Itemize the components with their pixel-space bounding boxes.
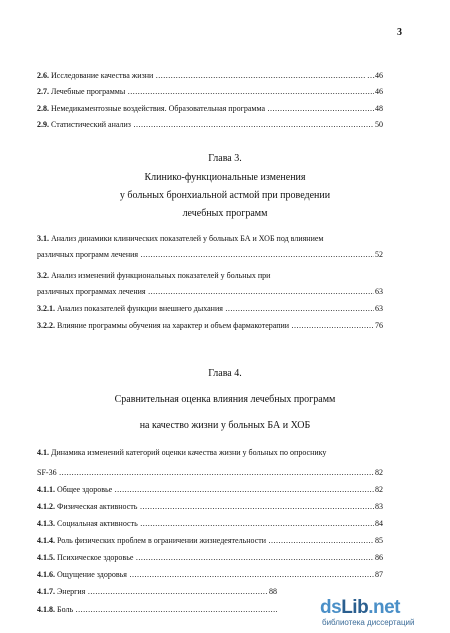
- toc-entry[interactable]: [37, 468, 383, 478]
- entry-text: Немедикаментозные воздействия. Образовательная программа: [49, 104, 266, 113]
- entry-text: Анализ показателей функции внешнего дыхания: [55, 304, 223, 313]
- entry-page: 63: [375, 287, 383, 296]
- toc-entry[interactable]: [37, 234, 383, 244]
- toc-entry[interactable]: [37, 519, 383, 529]
- toc-entry[interactable]: [37, 104, 383, 114]
- entry-number: 3.1.: [37, 234, 49, 243]
- chapter-title-line: у больных бронхиальной астмой при проведении: [119, 190, 331, 201]
- entry-text: Общее здоровье: [55, 485, 113, 494]
- entry-number: 4.1.8.: [37, 605, 55, 614]
- toc-entry[interactable]: [37, 570, 383, 580]
- entry-number: 4.1.: [37, 448, 49, 457]
- entry-number: 2.7.: [37, 87, 49, 96]
- toc-entry[interactable]: [37, 271, 383, 281]
- entry-page: 63: [375, 304, 383, 313]
- toc-entry[interactable]: [37, 536, 383, 546]
- toc-entry[interactable]: [37, 250, 383, 260]
- entry-text: Боль: [55, 605, 74, 614]
- entry-page: 52: [375, 250, 383, 259]
- chapter-label: Глава 3.: [208, 153, 242, 164]
- entry-number: 4.1.7.: [37, 587, 55, 596]
- chapter-title-line: лечебных программ: [182, 208, 268, 219]
- entry-text: Лечебные программы: [49, 87, 126, 96]
- entry-number: 4.1.1.: [37, 485, 55, 494]
- entry-number: 4.1.6.: [37, 570, 55, 579]
- watermark-subtitle: библиотека диссертаций: [322, 618, 415, 627]
- entry-text: Ощущение здоровья: [55, 570, 127, 579]
- entry-text: Социальная активность: [55, 519, 138, 528]
- chapter-title-line: Клинико-функциональные изменения: [144, 172, 306, 183]
- toc-entry[interactable]: [37, 448, 383, 458]
- entry-number: 3.2.2.: [37, 321, 55, 330]
- watermark-brand: dsLib.net: [320, 597, 400, 618]
- chapter-label: Глава 4.: [208, 368, 242, 379]
- entry-text: Энергия: [55, 587, 86, 596]
- entry-page: 83: [375, 502, 383, 511]
- entry-text: Анализ изменений функциональных показателей у больных при: [49, 271, 271, 280]
- watermark-logo[interactable]: [320, 597, 445, 631]
- entry-page: 50: [375, 120, 383, 129]
- entry-page: 85: [375, 536, 383, 545]
- entry-page: 46: [375, 87, 383, 96]
- entry-text: различных программ лечения: [37, 250, 139, 259]
- entry-page: 82: [375, 485, 383, 494]
- chapter-title-line: на качество жизни у больных БА и ХОБ: [139, 420, 311, 431]
- toc-entry[interactable]: [37, 502, 383, 512]
- entry-page: 87: [375, 570, 383, 579]
- entry-number: 2.6.: [37, 71, 49, 80]
- entry-number: 2.9.: [37, 120, 49, 129]
- entry-page: 76: [375, 321, 383, 330]
- page-number: 3: [397, 27, 402, 38]
- entry-text: Психическое здоровье: [55, 553, 134, 562]
- toc-entry[interactable]: [37, 587, 277, 597]
- entry-number: 3.2.: [37, 271, 49, 280]
- entry-text: Анализ динамики клинических показателей у больных БА и ХОБ под влиянием: [49, 234, 324, 243]
- entry-text: Динамика изменений категорий оценки качества жизни у больных по опроснику: [49, 448, 327, 457]
- entry-number: 3.2.1.: [37, 304, 55, 313]
- entry-text: SF-36: [37, 468, 57, 477]
- chapter-title-line: Сравнительная оценка влияния лечебных программ: [114, 394, 336, 405]
- toc-entry[interactable]: [37, 321, 383, 331]
- entry-text: Физическая активность: [55, 502, 138, 511]
- entry-text: Статистический анализ: [49, 120, 131, 129]
- entry-page: 84: [375, 519, 383, 528]
- toc-entry[interactable]: [37, 304, 383, 314]
- entry-page: 86: [375, 553, 383, 562]
- entry-number: 4.1.5.: [37, 553, 55, 562]
- toc-entry[interactable]: [37, 553, 383, 563]
- entry-text: различных программах лечения: [37, 287, 146, 296]
- toc-entry[interactable]: [37, 71, 383, 81]
- entry-text: Влияние программы обучения на характер и объем фармакотерапии: [55, 321, 290, 330]
- toc-entry[interactable]: [37, 87, 383, 97]
- entry-page: …46: [367, 71, 383, 80]
- toc-entry[interactable]: [37, 120, 383, 130]
- entry-number: 4.1.3.: [37, 519, 55, 528]
- entry-page: 88: [269, 587, 277, 596]
- toc-entry[interactable]: [37, 287, 383, 297]
- entry-number: 4.1.4.: [37, 536, 55, 545]
- entry-number: 4.1.2.: [37, 502, 55, 511]
- entry-text: Роль физических проблем в ограничении жизнедеятельности: [55, 536, 267, 545]
- entry-page: 82: [375, 468, 383, 477]
- toc-entry[interactable]: [37, 605, 277, 615]
- toc-entry[interactable]: [37, 485, 383, 495]
- entry-number: 2.8.: [37, 104, 49, 113]
- entry-page: 48: [375, 104, 383, 113]
- entry-text: Исследование качества жизни: [49, 71, 154, 80]
